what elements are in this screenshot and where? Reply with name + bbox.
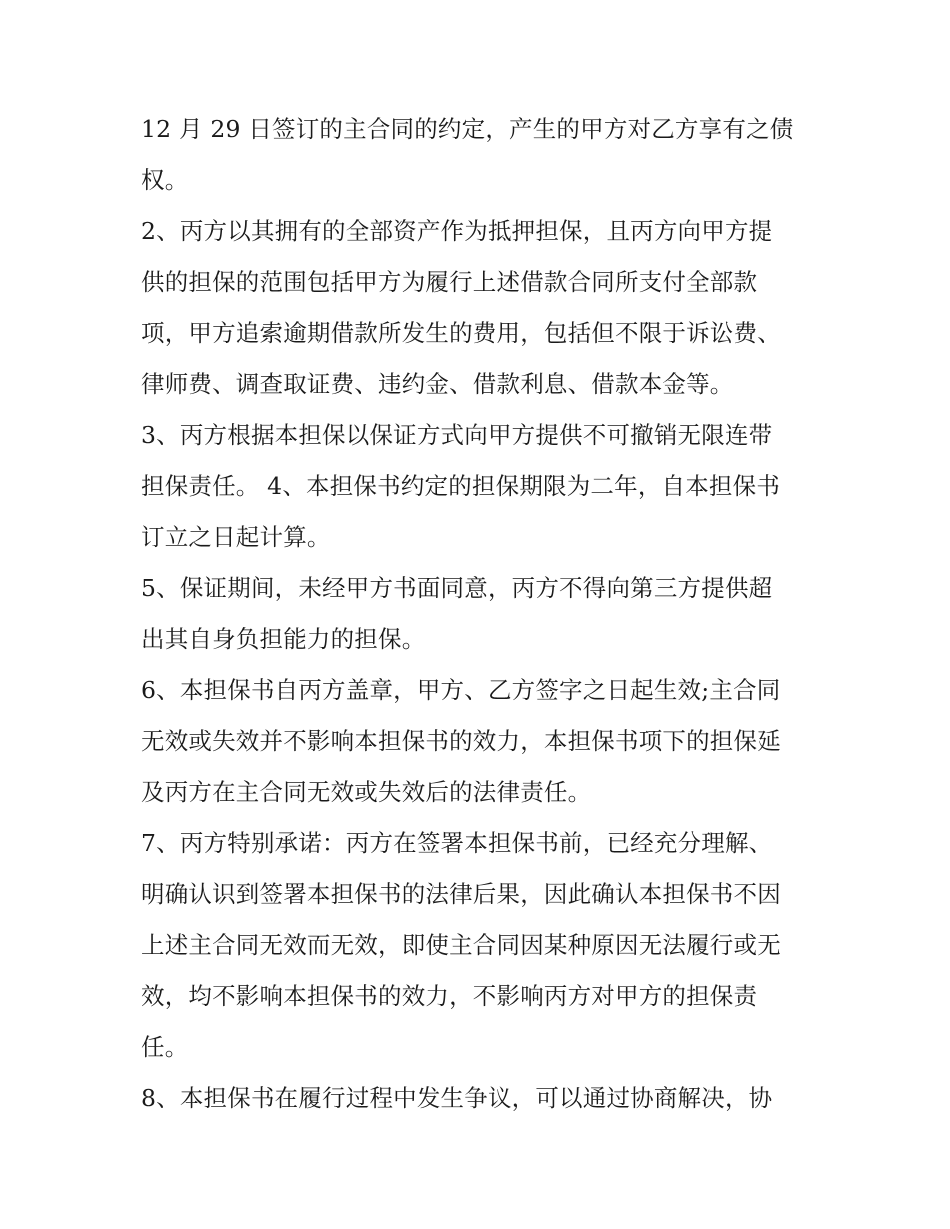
text-line: 出其自身负担能力的担保。 — [141, 625, 426, 653]
text-line: 7、丙方特别承诺：丙方在签署本担保书前，已经充分理解、 — [141, 829, 773, 857]
text-line: 无效或失效并不影响本担保书的效力，本担保书项下的担保延 — [141, 727, 781, 755]
text-line: 8、本担保书在履行过程中发生争议，可以通过协商解决，协 — [141, 1084, 773, 1112]
text-line: 及丙方在主合同无效或失效后的法律责任。 — [141, 778, 592, 806]
text-line: 明确认识到签署本担保书的法律后果，因此确认本担保书不因 — [141, 880, 781, 908]
text-line: 任。 — [141, 1033, 189, 1061]
document-body — [141, 104, 821, 1124]
text-line: 12 月 29 日签订的主合同的约定，产生的甲方对乙方享有之债 — [141, 115, 794, 143]
text-line: 6、本担保书自丙方盖章，甲方、乙方签字之日起生效;主合同 — [141, 676, 781, 704]
text-line: 5、保证期间，未经甲方书面同意，丙方不得向第三方提供超 — [141, 574, 773, 602]
text-line: 订立之日起计算。 — [141, 523, 331, 551]
text-line: 律师费、调查取证费、违约金、借款利息、借款本金等。 — [141, 370, 734, 398]
text-line: 3、丙方根据本担保以保证方式向甲方提供不可撤销无限连带 — [141, 421, 773, 449]
text-line: 权。 — [141, 166, 189, 194]
text-line: 担保责任。 4、本担保书约定的担保期限为二年，自本担保书 — [141, 472, 781, 500]
text-line: 效，均不影响本担保书的效力，不影响丙方对甲方的担保责 — [141, 982, 758, 1010]
text-line: 供的担保的范围包括甲方为履行上述借款合同所支付全部款 — [141, 268, 758, 296]
text-line: 上述主合同无效而无效，即使主合同因某种原因无法履行或无 — [141, 931, 781, 959]
text-line: 项，甲方追索逾期借款所发生的费用，包括但不限于诉讼费、 — [141, 319, 781, 347]
text-line: 2、丙方以其拥有的全部资产作为抵押担保，且丙方向甲方提 — [141, 217, 773, 245]
